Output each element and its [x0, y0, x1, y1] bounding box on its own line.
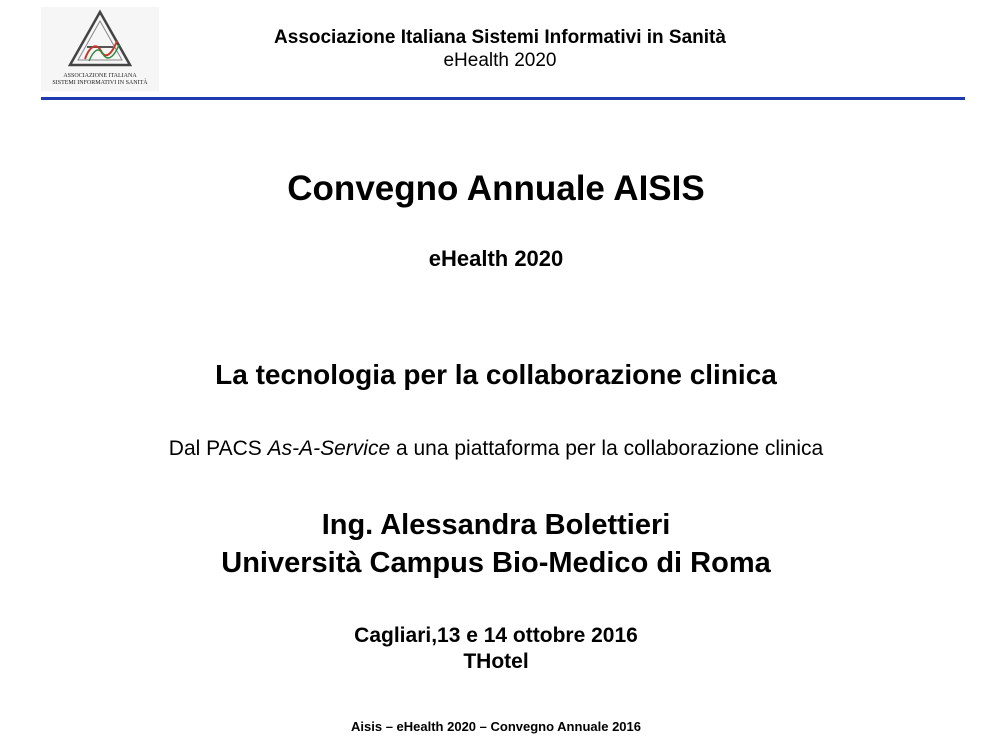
header-divider — [41, 97, 965, 100]
logo-text-line2: SISTEMI INFORMATIVI IN SANITÀ — [52, 80, 148, 86]
talk-subtopic — [0, 436, 992, 462]
aisis-triangle-icon — [65, 9, 135, 69]
aisis-logo — [41, 7, 159, 91]
event-venue: THotel — [463, 650, 529, 673]
header-organization: Associazione Italiana Sistemi Informativi in Sanità — [274, 27, 726, 48]
event-date: Cagliari,13 e 14 ottobre 2016 — [354, 624, 638, 647]
header-subtitle: eHealth 2020 — [443, 50, 557, 71]
logo-text-line1: ASSOCIAZIONE ITALIANA — [63, 73, 137, 79]
speaker-affiliation: Università Campus Bio-Medico di Roma — [221, 547, 771, 579]
slide-title: Convegno Annuale AISIS — [287, 169, 705, 208]
speaker-name: Ing. Alessandra Bolettieri — [321, 509, 671, 541]
subtopic-part-1: Dal PACS — [168, 437, 268, 460]
slide-footer: Aisis – eHealth 2020 – Convegno Annuale 2016 — [351, 719, 641, 734]
event-name: eHealth 2020 — [428, 246, 564, 271]
subtopic-italic: As-A-Service — [267, 437, 391, 460]
subtopic-part-2: a una piattaforma per la collaborazione clinica — [390, 437, 824, 460]
talk-topic: La tecnologia per la collaborazione clinica — [215, 359, 777, 390]
